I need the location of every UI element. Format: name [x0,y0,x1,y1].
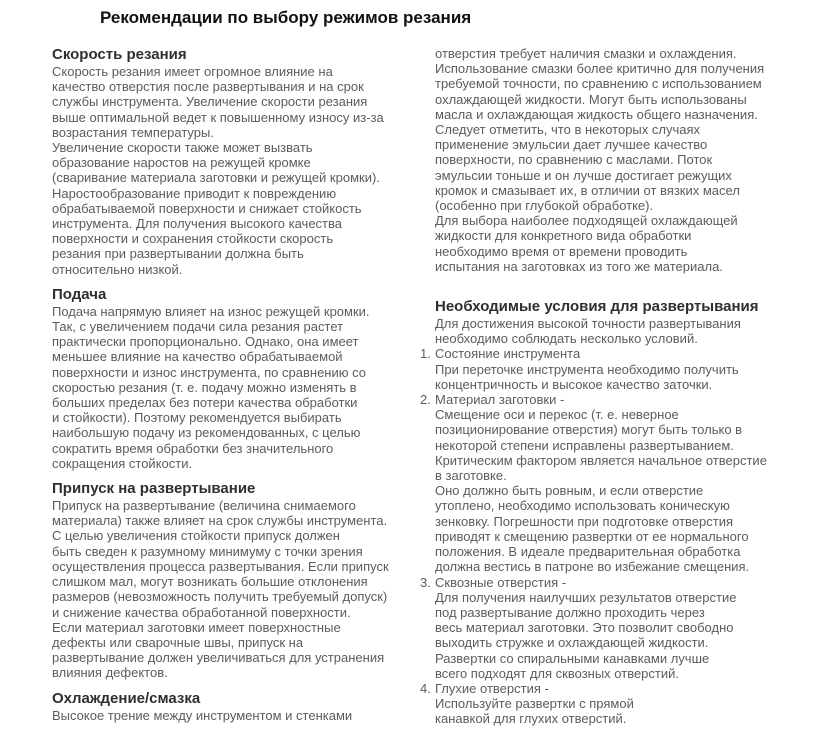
item-number: 3. [420,574,431,590]
item-line: При переточке инструмента необходимо получить [435,361,739,377]
section-heading: Припуск на развертывание [52,480,256,498]
text-line: и снижение качества обработанной поверхности. [52,604,351,620]
text-line: осуществления процесса развертывания. Если припуск [52,558,389,574]
item-line: всего подходят для сквозных отверстий. [435,665,680,681]
text-line: материала) также влияет на срок службы инструмента. [52,513,388,529]
text-line: поверхности и сохранения стойкости скорость [52,231,334,247]
item-line: канавкой для глухих отверстий. [435,711,627,727]
text-line: Скорость резания имеет огромное влияние на [52,64,333,79]
text-line: и стойкости). Поэтому рекомендуется выбирать [52,410,342,426]
item-line: должна вестись в патроне во избежание смещения. [435,559,750,575]
item-number: 1. [420,346,431,362]
text-line: выше оптимальной ведет к повышенному износу из-за [52,109,384,125]
item-line: Оно должно быть ровным, и если отверстие [435,483,704,499]
text-line: Так, с увеличением подачи сила резания растет [52,319,344,335]
item-line: Сквозные отверстия - [435,574,567,590]
item-line: Для получения наилучших результатов отверстие [435,589,737,605]
text-line: масла и охлаждающая жидкость общего назначения. [435,106,758,122]
text-line: эмульсии тоньше и он лучше достигает режущих [435,167,732,183]
text-line: испытания на заготовках из того же материала. [435,258,723,274]
text-line: возрастания температуры. [52,124,214,140]
item-number: 4. [420,680,431,696]
item-line: под развертывание должно проходить через [435,604,705,620]
item-line: приводят к смещению развертки от ее нормального [435,528,749,544]
text-line: Следует отметить, что в некоторых случаях [435,122,701,138]
text-line: применение эмульсии дает лучшее качество [435,137,708,153]
text-line: жидкости для конкретного вида обработки [435,228,692,244]
numbered-item [420,574,803,681]
text-line: слишком мал, могут возникать большие отклонения [52,574,368,590]
item-line: утоплено, необходимо использовать коническую [435,498,730,514]
text-line: Если материал заготовки имеет поверхностные [52,619,341,635]
text-line: быть сведен к разумному минимуму с точки зрения [52,543,363,559]
text-line: кромок и смазывает их, в отличии от вязких масел [435,182,740,198]
text-line: дефекты или сварочные швы, припуск на [52,634,304,650]
text-line: Высокое трение между инструментом и стенками [52,707,353,723]
item-line: Смещение оси и перекос (т. е. неверное [435,407,679,423]
text-line: (сваривание материала заготовки и режущей кромки). [52,170,380,186]
text-line: Для выбора наиболее подходящей охлаждающей [435,213,738,229]
item-line: позиционирование отверстия) могут быть только в [435,422,743,438]
text-line: развертывание должен увеличиваться для устранения [52,650,385,666]
text-line: необходимо время от времени проводить [435,243,688,259]
text-line: отверстия требует наличия смазки и охлаждения. [435,46,737,61]
section-heading: Охлаждение/смазка [52,689,201,707]
text-line: сокращения стойкости. [52,455,193,471]
item-line: выходить стружке и охлаждающей жидкости. [435,635,709,651]
text-line: наибольшую подачу из рекомендованных, с целью [52,425,361,441]
item-line: Критическим фактором является начальное отверстие [435,452,767,468]
left-column [52,46,424,723]
item-number: 2. [420,392,431,408]
item-line: концентричность и высокое качество заточки. [435,376,713,392]
text-line: скоростью резания (т. е. подачу можно изменять в [52,379,357,395]
text-line: Для достижения высокой точности развертывания [435,316,741,332]
text-line: охлаждающей жидкости. Могут быть использованы [435,91,747,107]
item-line: в заготовке. [435,468,507,484]
text-line: Наростообразование приводит к повреждению [52,185,337,201]
item-line: Состояние инструмента [435,346,581,362]
text-line: инструмента. Для получения высокого качества [52,216,342,232]
text-line: образование наростов на режущей кромке [52,155,311,171]
text-line: обрабатываемой поверхности и снижает стойкость [52,200,362,216]
text-line: С целью увеличения стойкости припуск должен [52,528,340,544]
text-line: поверхности, по сравнению с маслами. Поток [435,152,713,168]
text-line: сократить время обработки без значительного [52,440,334,456]
item-line: весь материал заготовки. Это позволит свободно [435,620,734,636]
text-line: поверхности и износ инструмента, по сравнению со [52,364,366,380]
text-line: (особенно при глубокой обработке). [435,198,654,214]
text-line: практически пропорционально. Однако, она имеет [52,334,359,350]
page-title: Рекомендации по выбору режимов резания [100,8,472,27]
text-line: влияния дефектов. [52,665,168,681]
item-line: зенковку. Погрешности при подготовке отверстия [435,513,733,529]
section-heading: Скорость резания [52,46,187,63]
item-line: Глухие отверстия - [435,680,549,696]
text-line: качество отверстия после развертывания и на срок [52,79,364,95]
item-line: Развертки со спиральными канавками лучше [435,650,710,666]
numbered-item [420,392,803,575]
section-heading: Необходимые условия для развертывания [435,298,759,316]
text-line: резания при развертывании должна быть [52,246,304,262]
text-line: Подача напрямую влияет на износ режущей кромки. [52,303,370,319]
numbered-item [420,680,803,727]
text-line: требуемой точности, по сравнению с использованием [435,76,762,92]
item-line: положения. В идеале предварительная обработка [435,544,741,560]
text-line: Увеличение скорости также может вызвать [52,140,313,156]
right-column [420,46,803,727]
item-line: Материал заготовки - [435,392,565,408]
numbered-item [420,346,803,392]
text-line: относительно низкой. [52,261,183,277]
text-line: необходимо соблюдать несколько условий. [435,331,698,347]
text-line: Припуск на развертывание (величина снимаемого [52,498,356,514]
text-line: меньшее влияние на качество обрабатываемой [52,349,343,365]
text-line: службы инструмента. Увеличение скорости резания [52,94,368,110]
text-line: Использование смазки более критично для получения [435,61,765,77]
text-line: больших пределах без потери качества обработки [52,395,358,411]
section-heading: Подача [52,285,107,303]
text-line: размеров (невозможность получить требуемый допуск) [52,589,388,605]
item-line: Используйте развертки с прямой [435,696,634,712]
item-line: некоторой степени исправлены развертыванием. [435,437,734,453]
